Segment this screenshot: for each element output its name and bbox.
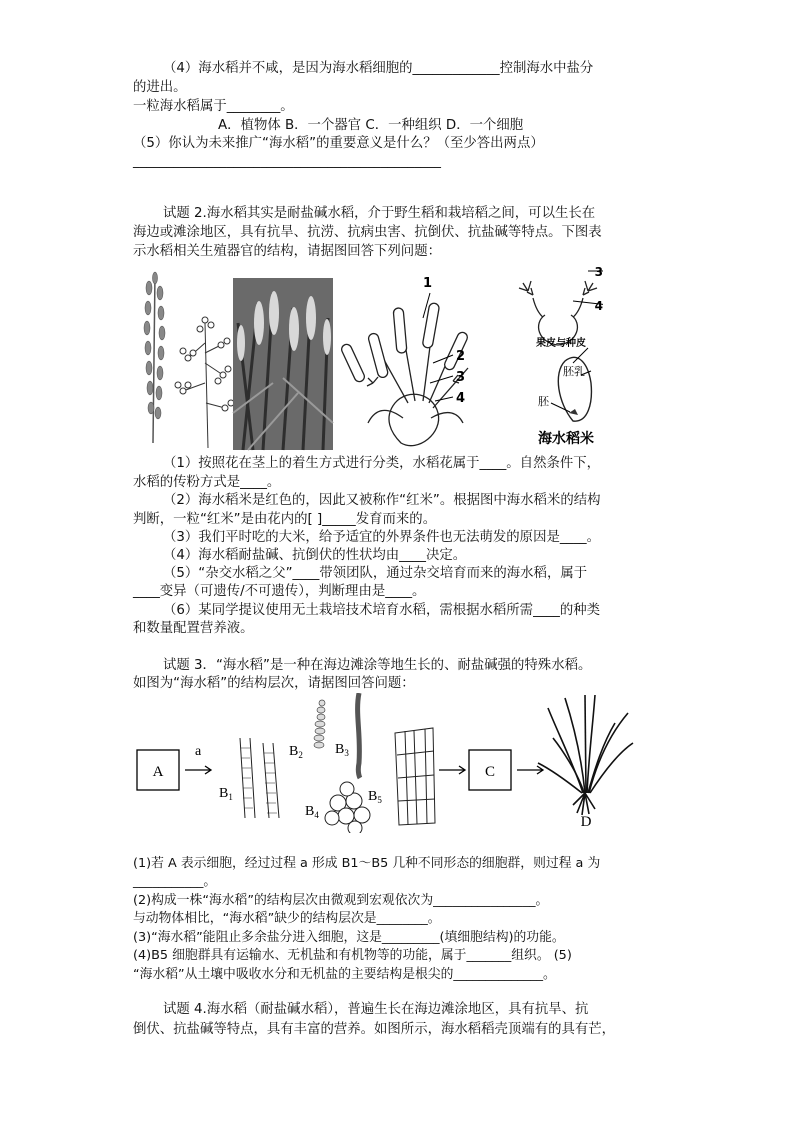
q2-figure bbox=[133, 263, 603, 453]
q3-sub3: (3)“海水稻”能阻止多余盐分进入细胞，这是_________(填细胞结构)的功能。 bbox=[133, 930, 565, 945]
flower-label-1: 1 bbox=[423, 276, 433, 291]
flower-label-2: 2 bbox=[456, 349, 466, 364]
q3-sub2-line2: 与动物体相比，“海水稻”缺少的结构层次是________。 bbox=[133, 911, 441, 926]
q3-figure bbox=[133, 693, 653, 833]
rice-panicle-illustration bbox=[144, 272, 165, 443]
q3-intro-line1: 试题 3．“海水稻”是一种在海边滩涂等地生长的、耐盐碱强的特殊水稻。 bbox=[163, 658, 592, 673]
q2-intro-line1: 试题 2.海水稻其实是耐盐碱水稻，介于野生稻和栽培稻之间，可以生长在 bbox=[163, 206, 596, 221]
q2-sub2-line2: 判断，一粒“红米”是由花内的[ ]_____发育而来的。 bbox=[133, 512, 437, 527]
grain-caption: 海水稻米 bbox=[538, 431, 594, 447]
q1-options: A．植物体 B．一个器官 C．一种组织 D．一个细胞 bbox=[218, 118, 524, 133]
q1-sub4-line1: （4）海水稻并不咸，是因为海水稻细胞的_____________控制海水中盐分 bbox=[163, 61, 594, 76]
q2-sub5-line2: ____变异（可遗传/不可遗传），判断理由是____。 bbox=[133, 584, 426, 599]
q4-intro-line1: 试题 4.海水稻（耐盐碱水稻），普遍生长在海边滩涂地区，具有抗旱、抗 bbox=[163, 1002, 589, 1017]
b2-cells bbox=[314, 700, 325, 748]
label-b1: $B_1$ bbox=[219, 786, 233, 802]
b5-cells bbox=[395, 728, 435, 825]
rice-photo bbox=[233, 278, 333, 450]
q2-sub1-line2: 水稻的传粉方式是____。 bbox=[133, 475, 281, 490]
label-a: A bbox=[152, 764, 164, 780]
rice-flower-diagram bbox=[340, 302, 469, 445]
q2-sub4: （4）海水稻耐盐碱、抗倒伏的性状均由____决定。 bbox=[163, 548, 467, 563]
q3-sub2-line1: (2)构成一株“海水稻”的结构层次由微观到宏观依次为________________。 bbox=[133, 893, 549, 908]
b4-cells bbox=[325, 782, 370, 833]
label-b4: $B_4$ bbox=[305, 804, 319, 820]
q4-intro-line2: 倒伏、抗盐碱等特点，具有丰富的营养。如图所示，海水稻稻壳顶端有的具有芒， bbox=[133, 1022, 616, 1037]
pistil-label-3: 3 bbox=[594, 265, 603, 279]
rice-grain-diagram bbox=[551, 348, 591, 421]
arrow-a-to-b bbox=[185, 766, 211, 774]
b3-cells bbox=[358, 693, 360, 778]
q1-answer-line: ______________________________________________ bbox=[133, 154, 441, 169]
flower-label-4: 4 bbox=[456, 391, 466, 406]
pistil-diagram bbox=[519, 281, 597, 345]
q3-sub5: “海水稻”从土壤中吸收水分和无机盐的主要结构是根尖的______________。 bbox=[133, 967, 556, 982]
grain-label-peiru: 胚乳 bbox=[563, 365, 585, 378]
grain-label-guopi: 果皮与种皮 bbox=[536, 338, 586, 349]
b1-cells bbox=[240, 738, 279, 818]
q1-sub5: （5）你认为未来推广“海水稻”的重要意义是什么？（至少答出两点） bbox=[133, 136, 544, 151]
q1-sub4-line3: 一粒海水稻属于________。 bbox=[133, 99, 294, 114]
q2-intro-line2: 海边或滩涂地区，具有抗旱、抗涝、抗病虫害、抗倒伏、抗盐碱等特点。下图表 bbox=[133, 225, 602, 240]
q2-intro-line3: 示水稻相关生殖器官的结构，请据图回答下列问题： bbox=[133, 244, 441, 259]
flower-label-3: 3 bbox=[456, 370, 466, 385]
label-b5: $B_5$ bbox=[368, 789, 382, 805]
q3-sub1-line2: ___________。 bbox=[133, 874, 217, 889]
q2-sub6-line2: 和数量配置营养液。 bbox=[133, 621, 254, 636]
q2-sub2-line1: （2）海水稻米是红色的，因此又被称作“红米”。根据图中海水稻米的结构 bbox=[163, 493, 601, 508]
q3-intro-line2: 如图为“海水稻”的结构层次，请据图回答问题： bbox=[133, 676, 415, 691]
q3-sub4: (4)B5 细胞群具有运输水、无机盐和有机物等的功能，属于_______组织。 (5) bbox=[133, 948, 572, 963]
arrow-c-to-d bbox=[517, 766, 543, 774]
branched-inflorescence-illustration bbox=[175, 317, 234, 448]
label-b2: $B_2$ bbox=[289, 744, 303, 760]
grain-label-pei: 胚 bbox=[538, 395, 549, 408]
label-b3: $B_3$ bbox=[335, 742, 349, 758]
label-process-a: a bbox=[195, 744, 202, 759]
q2-sub6-line1: （6）某同学提议使用无土栽培技术培育水稻，需根据水稻所需____的种类 bbox=[163, 603, 601, 618]
q2-sub1-line1: （1）按照花在茎上的着生方式进行分类，水稻花属于____。自然条件下， bbox=[163, 456, 601, 471]
arrow-b-to-c bbox=[439, 766, 465, 774]
label-c: C bbox=[484, 764, 496, 780]
q1-sub4-line2: 的进出。 bbox=[133, 80, 187, 95]
q2-sub5-line1: （5）“杂交水稻之父”____带领团队，通过杂交培育而来的海水稻，属于 bbox=[163, 566, 588, 581]
q2-sub3: （3）我们平时吃的大米，给予适宜的外界条件也无法萌发的原因是____。 bbox=[163, 530, 601, 545]
pistil-label-4: 4 bbox=[594, 299, 603, 313]
rice-plant-illustration bbox=[538, 695, 633, 815]
q3-sub1-line1: (1)若 A 表示细胞，经过过程 a 形成 B1～B5 几种不同形态的细胞群，则过程 a 为 bbox=[133, 856, 601, 871]
label-d: D bbox=[580, 814, 592, 830]
